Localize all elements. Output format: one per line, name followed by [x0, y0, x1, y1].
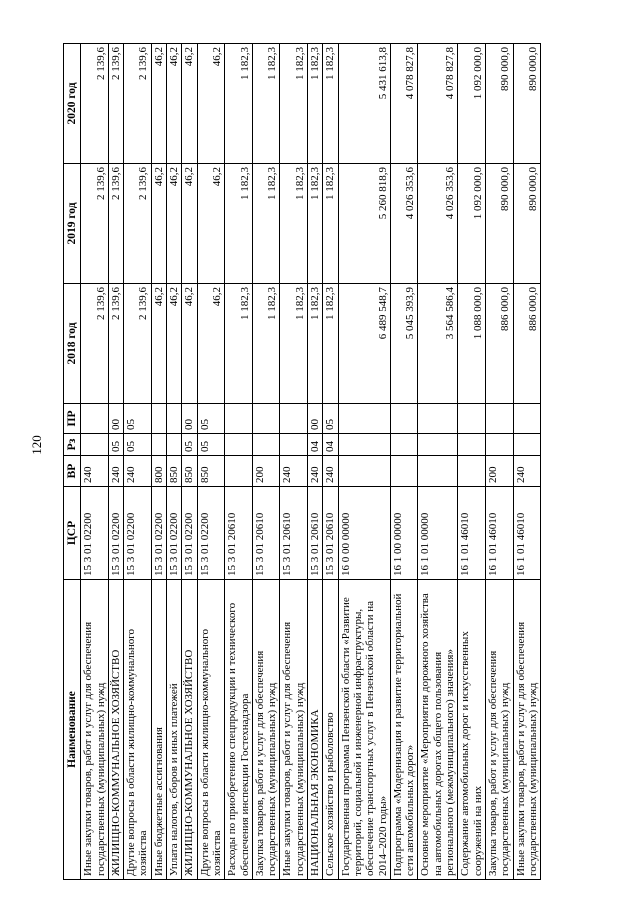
csr-cell: 15 3 01 20610	[225, 487, 253, 580]
year-2018-cell: 2 139,6	[124, 284, 152, 404]
csr-cell: 15 3 01 02200	[197, 487, 225, 580]
year-2020-cell: 5 431 613,8	[338, 44, 390, 164]
vr-cell: 850	[182, 456, 197, 487]
csr-cell: 16 1 01 46010	[485, 487, 513, 580]
year-2020-cell: 46,2	[167, 44, 182, 164]
csr-cell: 16 1 00 00000	[390, 487, 418, 580]
table-row	[485, 44, 513, 880]
csr-cell: 16 1 01 00000	[418, 487, 458, 580]
rz-cell	[418, 434, 458, 456]
csr-cell: 16 0 00 00000	[338, 487, 390, 580]
year-2019-cell: 1 182,3	[252, 164, 280, 284]
table-row	[167, 44, 182, 880]
name-cell: Государственная программа Пензенской области «Развитие территорий, социальной и инженерной инфраструктуры, обеспечение транспортных услуг в Пензенской области на 2014–2020 годы»	[338, 580, 390, 880]
year-2018-cell: 1 182,3	[323, 284, 338, 404]
table-row	[390, 44, 418, 880]
name-cell: Сельское хозяйство и рыболовство	[323, 580, 338, 880]
year-2019-cell: 1 182,3	[225, 164, 253, 284]
vr-cell: 850	[167, 456, 182, 487]
pr-cell: 00	[182, 404, 197, 434]
name-cell: Другие вопросы в области жилищно-коммунального хозяйства	[124, 580, 152, 880]
csr-cell: 15 3 01 02200	[167, 487, 182, 580]
year-2018-cell: 886 000,0	[513, 284, 541, 404]
year-2019-cell: 46,2	[151, 164, 166, 284]
pr-cell	[280, 404, 308, 434]
year-2020-cell: 1 182,3	[252, 44, 280, 164]
table-row	[108, 44, 123, 880]
year-2019-cell: 1 182,3	[280, 164, 308, 284]
vr-cell: 850	[197, 456, 225, 487]
pr-cell	[167, 404, 182, 434]
name-cell: Содержание автомобильных дорог и искусственных сооружений на них	[458, 580, 486, 880]
year-2019-cell: 5 260 818,9	[338, 164, 390, 284]
rz-cell: 05	[197, 434, 225, 456]
year-2019-cell: 2 139,6	[108, 164, 123, 284]
year-2018-cell: 1 182,3	[280, 284, 308, 404]
vr-cell: 800	[151, 456, 166, 487]
year-2019-cell: 2 139,6	[124, 164, 152, 284]
col-csr-header: ЦСР	[64, 487, 81, 580]
vr-cell: 240	[513, 456, 541, 487]
year-2020-cell: 4 078 827,8	[418, 44, 458, 164]
vr-cell: 240	[280, 456, 308, 487]
csr-cell: 15 3 01 20610	[308, 487, 323, 580]
name-cell: Основное мероприятие «Мероприятия дорожного хозяйства на автомобильных дорогах общего пользования регионального (межмуниципального) значения»	[418, 580, 458, 880]
year-2020-cell: 46,2	[182, 44, 197, 164]
year-2018-cell: 46,2	[167, 284, 182, 404]
rz-cell: 05	[124, 434, 152, 456]
pr-cell	[458, 404, 486, 434]
year-2020-cell: 890 000,0	[513, 44, 541, 164]
csr-cell: 15 3 01 02200	[81, 487, 109, 580]
csr-cell: 15 3 01 02200	[151, 487, 166, 580]
year-2019-cell: 4 026 353,6	[390, 164, 418, 284]
year-2019-cell: 4 026 353,6	[418, 164, 458, 284]
pr-cell	[81, 404, 109, 434]
year-2020-cell: 890 000,0	[485, 44, 513, 164]
year-2020-cell: 4 078 827,8	[390, 44, 418, 164]
name-cell: НАЦИОНАЛЬНАЯ ЭКОНОМИКА	[308, 580, 323, 880]
pr-cell	[338, 404, 390, 434]
vr-cell: 240	[308, 456, 323, 487]
vr-cell: 240	[323, 456, 338, 487]
year-2020-cell: 1 182,3	[308, 44, 323, 164]
rz-cell	[280, 434, 308, 456]
year-2018-cell: 5 045 393,9	[390, 284, 418, 404]
pr-cell: 05	[323, 404, 338, 434]
table-header-row	[64, 44, 81, 880]
rz-cell	[390, 434, 418, 456]
pr-cell	[390, 404, 418, 434]
name-cell: Закупка товаров, работ и услуг для обеспечения государственных (муниципальных) нужд	[252, 580, 280, 880]
table-body	[81, 44, 541, 880]
pr-cell	[418, 404, 458, 434]
col-pr-header: ПР	[64, 404, 81, 434]
table-row	[197, 44, 225, 880]
page-number: 120	[29, 435, 44, 455]
name-cell: Иные закупки товаров, работ и услуг для обеспечения государственных (муниципальных) нужд	[513, 580, 541, 880]
year-2019-cell: 46,2	[167, 164, 182, 284]
rz-cell	[81, 434, 109, 456]
col-2018-header: 2018 год	[64, 284, 81, 404]
name-cell: Иные закупки товаров, работ и услуг для обеспечения государственных (муниципальных) нужд	[280, 580, 308, 880]
rz-cell	[338, 434, 390, 456]
pr-cell	[225, 404, 253, 434]
csr-cell: 15 3 01 02200	[182, 487, 197, 580]
year-2018-cell: 6 489 548,7	[338, 284, 390, 404]
csr-cell: 15 3 01 20610	[323, 487, 338, 580]
table-row	[124, 44, 152, 880]
vr-cell	[418, 456, 458, 487]
table-row	[323, 44, 338, 880]
year-2020-cell: 1 182,3	[323, 44, 338, 164]
name-cell: Подпрограмма «Модернизация и развитие территориальной сети автомобильных дорог»	[390, 580, 418, 880]
rz-cell	[458, 434, 486, 456]
pr-cell	[151, 404, 166, 434]
year-2018-cell: 2 139,6	[81, 284, 109, 404]
csr-cell: 16 1 01 46010	[458, 487, 486, 580]
year-2019-cell: 46,2	[182, 164, 197, 284]
table-row	[513, 44, 541, 880]
vr-cell	[338, 456, 390, 487]
col-2019-header: 2019 год	[64, 164, 81, 284]
year-2020-cell: 2 139,6	[108, 44, 123, 164]
name-cell: ЖИЛИЩНО-КОММУНАЛЬНОЕ ХОЗЯЙСТВО	[182, 580, 197, 880]
name-cell: ЖИЛИЩНО-КОММУНАЛЬНОЕ ХОЗЯЙСТВО	[108, 580, 123, 880]
rz-cell: 05	[108, 434, 123, 456]
year-2019-cell: 2 139,6	[81, 164, 109, 284]
year-2018-cell: 1 182,3	[252, 284, 280, 404]
col-vr-header: ВР	[64, 456, 81, 487]
name-cell: Расходы по приобретению спецпродукции и технического обеспечения инспекции Гостехнадзора	[225, 580, 253, 880]
table-row	[225, 44, 253, 880]
csr-cell: 16 1 01 46010	[513, 487, 541, 580]
budget-table	[63, 43, 541, 880]
year-2019-cell: 1 182,3	[323, 164, 338, 284]
pr-cell	[485, 404, 513, 434]
vr-cell: 240	[81, 456, 109, 487]
year-2020-cell: 46,2	[151, 44, 166, 164]
year-2020-cell: 1 182,3	[280, 44, 308, 164]
table-row	[151, 44, 166, 880]
pr-cell	[513, 404, 541, 434]
rz-cell: 05	[182, 434, 197, 456]
csr-cell: 15 3 01 20610	[280, 487, 308, 580]
year-2019-cell: 1 182,3	[308, 164, 323, 284]
vr-cell: 200	[252, 456, 280, 487]
pr-cell: 00	[308, 404, 323, 434]
year-2020-cell: 2 139,6	[81, 44, 109, 164]
vr-cell	[458, 456, 486, 487]
year-2018-cell: 1 088 000,0	[458, 284, 486, 404]
year-2018-cell: 3 564 586,4	[418, 284, 458, 404]
col-name-header: Наименование	[64, 580, 81, 880]
year-2020-cell: 1 092 000,0	[458, 44, 486, 164]
year-2020-cell: 46,2	[197, 44, 225, 164]
vr-cell: 240	[124, 456, 152, 487]
rz-cell	[513, 434, 541, 456]
name-cell: Уплата налогов, сборов и иных платежей	[167, 580, 182, 880]
vr-cell	[225, 456, 253, 487]
pr-cell: 05	[197, 404, 225, 434]
vr-cell: 200	[485, 456, 513, 487]
year-2018-cell: 2 139,6	[108, 284, 123, 404]
rz-cell	[252, 434, 280, 456]
name-cell: Закупка товаров, работ и услуг для обеспечения государственных (муниципальных) нужд	[485, 580, 513, 880]
table-row	[182, 44, 197, 880]
year-2018-cell: 46,2	[151, 284, 166, 404]
pr-cell: 00	[108, 404, 123, 434]
vr-cell	[390, 456, 418, 487]
year-2020-cell: 1 182,3	[225, 44, 253, 164]
rz-cell	[151, 434, 166, 456]
table-row	[252, 44, 280, 880]
year-2019-cell: 1 092 000,0	[458, 164, 486, 284]
csr-cell: 15 3 01 02200	[108, 487, 123, 580]
rz-cell: 04	[308, 434, 323, 456]
year-2020-cell: 2 139,6	[124, 44, 152, 164]
pr-cell	[252, 404, 280, 434]
rz-cell: 04	[323, 434, 338, 456]
year-2018-cell: 1 182,3	[225, 284, 253, 404]
rotated-page	[63, 44, 580, 880]
year-2018-cell: 1 182,3	[308, 284, 323, 404]
year-2019-cell: 46,2	[197, 164, 225, 284]
name-cell: Другие вопросы в области жилищно-коммунального хозяйства	[197, 580, 225, 880]
table-row	[280, 44, 308, 880]
year-2019-cell: 890 000,0	[485, 164, 513, 284]
csr-cell: 15 3 01 20610	[252, 487, 280, 580]
rz-cell	[167, 434, 182, 456]
table-row	[338, 44, 390, 880]
col-rz-header: Рз	[64, 434, 81, 456]
rz-cell	[485, 434, 513, 456]
table-row	[308, 44, 323, 880]
csr-cell: 15 3 01 02200	[124, 487, 152, 580]
name-cell: Иные закупки товаров, работ и услуг для обеспечения государственных (муниципальных) нужд	[81, 580, 109, 880]
year-2018-cell: 46,2	[197, 284, 225, 404]
pr-cell: 05	[124, 404, 152, 434]
col-2020-header: 2020 год	[64, 44, 81, 164]
vr-cell: 240	[108, 456, 123, 487]
name-cell: Иные бюджетные ассигнования	[151, 580, 166, 880]
rz-cell	[225, 434, 253, 456]
year-2018-cell: 46,2	[182, 284, 197, 404]
table-row	[418, 44, 458, 880]
table-row	[458, 44, 486, 880]
table-row	[81, 44, 109, 880]
year-2018-cell: 886 000,0	[485, 284, 513, 404]
year-2019-cell: 890 000,0	[513, 164, 541, 284]
